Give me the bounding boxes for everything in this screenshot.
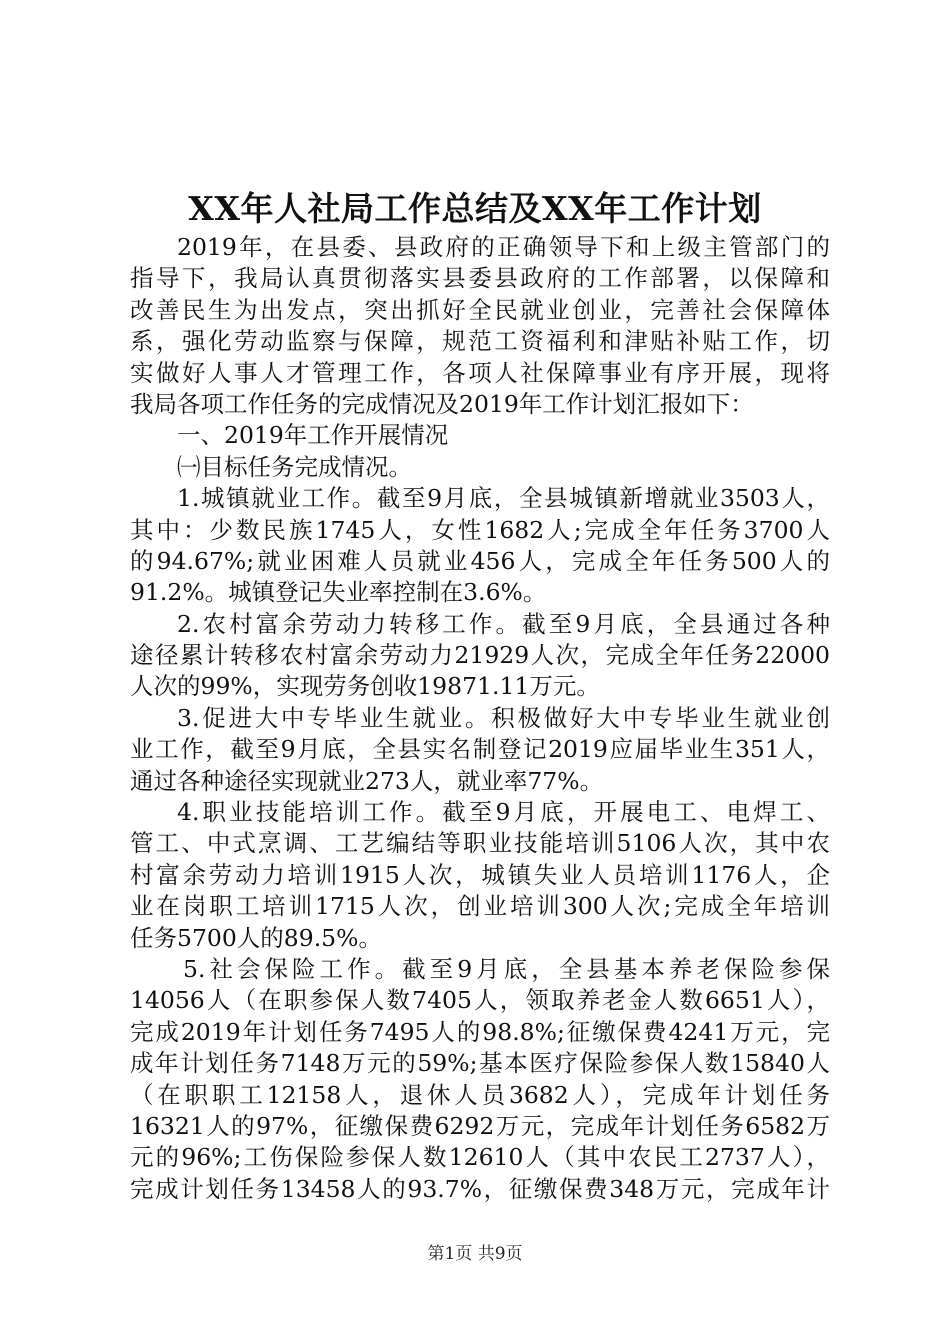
body-line: 其中：少数民族1745人，女性1682人;完成全年任务3700人 xyxy=(130,515,830,544)
body-line: 实做好人事人才管理工作，各项人社保障事业有序开展，现将 xyxy=(130,358,830,387)
body-line: 14056人（在职参保人数7405人，领取养老金人数6651人）， xyxy=(130,986,830,1015)
body-line: 5.社会保险工作。截至9月底，全县基本养老保险参保 xyxy=(183,954,830,983)
body-line: 成年计划任务7148万元的59%;基本医疗保险参保人数15840人 xyxy=(130,1049,830,1078)
body-line: 2019年，在县委、县政府的正确领导下和上级主管部门的 xyxy=(177,233,830,261)
body-line: 91.2%。城镇登记失业率控制在3.6%。 xyxy=(130,578,547,607)
body-line: 系，强化劳动监察与保障，规范工资福利和津贴补贴工作，切 xyxy=(130,327,830,356)
body-line: 完成计划任务13458人的93.7%，征缴保费348万元，完成年计 xyxy=(130,1174,830,1203)
section-heading: 一、2019年工作开展情况 xyxy=(177,421,449,450)
body-line: 村富余劳动力培训1915人次，城镇失业人员培训1176人，企 xyxy=(130,860,830,889)
page-number-footer: 第1页 共9页 xyxy=(427,1244,523,1264)
body-line: 我局各项工作任务的完成情况及2019年工作计划汇报如下： xyxy=(130,389,754,418)
body-line: 2.农村富余劳动力转移工作。截至9月底，全县通过各种 xyxy=(177,609,830,638)
body-line: 完成2019年计划任务7495人的98.8%;征缴保费4241万元，完 xyxy=(130,1017,830,1046)
document-body xyxy=(130,232,830,1205)
body-line: 任务5700人的89.5%。 xyxy=(130,923,382,952)
subsection-heading: ㈠目标任务完成情况。 xyxy=(177,452,412,481)
body-line: 1.城镇就业工作。截至9月底，全县城镇新增就业3503人， xyxy=(177,484,830,513)
body-line: （在职职工12158人，退休人员3682人），完成年计划任务 xyxy=(130,1080,830,1109)
body-line: 改善民生为出发点，突出抓好全民就业创业，完善社会保障体 xyxy=(130,295,830,324)
body-line: 业在岗职工培训1715人次，创业培训300人次;完成全年培训 xyxy=(130,892,830,921)
body-line: 通过各种途径实现就业273人，就业率77%。 xyxy=(130,766,604,795)
body-line: 16321人的97%，征缴保费6292万元，完成年计划任务6582万 xyxy=(130,1111,830,1140)
body-line: 管工、中式烹调、工艺编结等职业技能培训5106人次，其中农 xyxy=(130,829,830,858)
body-line: 3.促进大中专毕业生就业。积极做好大中专毕业生就业创 xyxy=(177,703,830,732)
body-line: 途径累计转移农村富余劳动力21929人次，完成全年任务22000 xyxy=(130,641,830,670)
body-line: 元的96%;工伤保险参保人数12610人（其中农民工2737人）， xyxy=(130,1143,830,1172)
body-line: 人次的99%，实现劳务创收19871.11万元。 xyxy=(130,672,600,701)
body-line: 的94.67%;就业困难人员就业456人，完成全年任务500人的 xyxy=(130,546,830,575)
body-line: 业工作，截至9月底，全县实名制登记2019应届毕业生351人， xyxy=(130,735,830,764)
document-title: XX年人社局工作总结及XX年工作计划 xyxy=(188,189,762,228)
body-line: 指导下，我局认真贯彻落实县委县政府的工作部署，以保障和 xyxy=(130,264,830,293)
body-line: 4.职业技能培训工作。截至9月底，开展电工、电焊工、 xyxy=(177,798,830,827)
